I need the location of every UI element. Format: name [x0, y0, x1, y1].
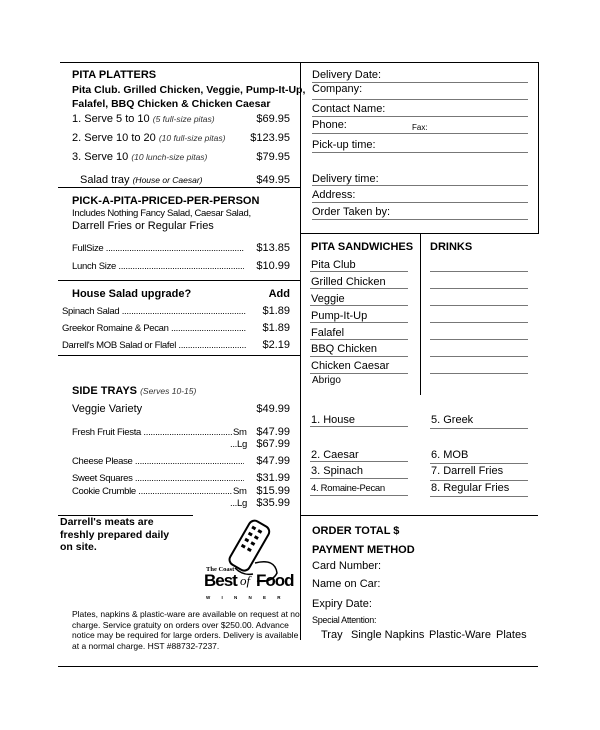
description: Includes Nothing Fancy Salad, Caesar Salad,	[72, 208, 251, 219]
logo-text: of	[240, 573, 251, 588]
drink-field[interactable]	[430, 322, 528, 323]
price: $69.95	[256, 113, 290, 125]
drinks-title: DRINKS	[430, 241, 473, 253]
fax-label: Fax:	[412, 123, 428, 132]
menu-item	[72, 151, 207, 164]
card-number-label: Card Number:	[312, 560, 382, 572]
option-plastic-ware[interactable]: Plastic-Ware	[429, 629, 491, 641]
contact-field[interactable]	[312, 116, 528, 117]
salad-option: 7. Darrell Fries	[431, 465, 504, 477]
price: $2.19	[262, 339, 290, 351]
menu-item: Veggie Variety	[72, 403, 143, 415]
title-text: SIDE TRAYS	[72, 385, 138, 397]
title-note: (Serves 10-15)	[140, 386, 197, 396]
salad-field[interactable]	[430, 496, 528, 497]
best-of-food-logo	[200, 518, 300, 603]
size: ...Lg	[230, 498, 247, 509]
item-note: (5 full-size pitas)	[152, 114, 215, 124]
sandwich-qty-field[interactable]	[310, 373, 408, 374]
item-note: (House or Caesar)	[132, 175, 203, 185]
logo-text: Best	[204, 571, 237, 590]
size: Sm	[233, 486, 247, 497]
divider	[58, 187, 300, 188]
sandwich-item: Chicken Caesar	[311, 360, 390, 372]
salad-field[interactable]	[310, 495, 408, 496]
price: $13.85	[256, 242, 290, 254]
sandwich-qty-field[interactable]	[310, 356, 408, 357]
center-divider	[300, 62, 301, 640]
item-note: (10 lunch-size pitas)	[131, 152, 208, 162]
section-title: House Salad upgrade?	[72, 288, 192, 300]
drink-field[interactable]	[430, 339, 528, 340]
subtitle: Pita Club. Grilled Chicken, Veggie, Pump-It-Up,	[72, 84, 306, 96]
sandwich-qty-field[interactable]	[310, 288, 408, 289]
option-tray[interactable]: Tray	[321, 629, 343, 641]
item-label: 3. Serve 10	[72, 151, 129, 163]
payment-method-title: PAYMENT METHOD	[312, 544, 415, 556]
price: $31.99	[256, 472, 290, 484]
sandwich-item: Veggie	[311, 293, 345, 305]
salad-option: 8. Regular Fries	[431, 482, 510, 494]
contact-label: Contact Name:	[312, 103, 386, 115]
item-label: Salad tray	[80, 174, 130, 186]
option-plates[interactable]: Plates	[496, 629, 527, 641]
sandwiches-title: PITA SANDWICHES	[311, 241, 414, 253]
drink-field[interactable]	[430, 373, 528, 374]
salad-option: 3. Spinach	[311, 465, 363, 477]
pickup-field[interactable]	[312, 152, 528, 153]
section-title: PICK-A-PITA-PRICED-PER-PERSON	[72, 195, 260, 207]
company-label: Company:	[312, 83, 363, 95]
salad-option: 2. Caesar	[311, 449, 359, 461]
divider	[300, 515, 538, 516]
salad-option: 5. Greek	[431, 414, 474, 426]
company-field[interactable]	[312, 99, 528, 100]
menu-item	[80, 174, 203, 187]
drink-field[interactable]	[430, 271, 528, 272]
sandwich-item: Pita Club	[311, 259, 356, 271]
salad-field[interactable]	[430, 428, 528, 429]
sandwich-qty-field[interactable]	[310, 305, 408, 306]
salad-option: 4. Romaine-Pecan	[311, 483, 385, 494]
salad-field[interactable]	[430, 463, 528, 464]
divider	[300, 233, 538, 234]
salad-option: 1. House	[311, 414, 356, 426]
pickup-label: Pick-up time:	[312, 139, 376, 151]
menu-item: Cheese Please .....	[72, 455, 244, 468]
salad-field[interactable]	[430, 480, 528, 481]
price: $123.95	[250, 132, 290, 144]
divider	[420, 233, 421, 395]
size: Sm	[233, 427, 247, 438]
price: $47.99	[256, 426, 290, 438]
drink-field[interactable]	[430, 356, 528, 357]
sandwich-item: Pump-It-Up	[311, 310, 368, 322]
menu-item: Darrell's MOB Salad or Flafel .....	[62, 339, 246, 352]
menu-item: FullSize .....	[72, 242, 244, 255]
price: $79.95	[256, 151, 290, 163]
sandwich-qty-field[interactable]	[310, 322, 408, 323]
option-single-napkins[interactable]: Single Napkins	[351, 629, 425, 641]
sandwich-item: Falafel	[311, 327, 345, 339]
menu-item: Cookie Crumble .....	[72, 485, 232, 498]
salad-field[interactable]	[310, 461, 408, 462]
sandwich-qty-field[interactable]	[310, 339, 408, 340]
delivery-time-label: Delivery time:	[312, 173, 379, 185]
expiry-date-label: Expiry Date:	[312, 598, 372, 610]
logo-text: Food	[256, 571, 294, 590]
price: $49.99	[256, 403, 290, 415]
section-title	[72, 385, 196, 398]
price: $47.99	[256, 455, 290, 467]
salad-field[interactable]	[310, 426, 408, 427]
subtitle: Falafel, BBQ Chicken & Chicken Caesar	[72, 98, 271, 110]
sandwich-qty-field[interactable]	[310, 271, 408, 272]
menu-item: Sweet Squares .....	[72, 472, 244, 485]
logo-text: W I N N E R	[206, 595, 286, 600]
sandwich-item: Grilled Chicken	[311, 276, 386, 288]
special-attention-label: Special Attention:	[312, 615, 377, 625]
add-label: Add	[268, 288, 290, 300]
taken-by-label: Order Taken by:	[312, 206, 391, 218]
name-on-card-label: Name on Car:	[312, 578, 381, 590]
logo-text: The Coast	[206, 566, 235, 573]
price: $1.89	[262, 322, 290, 334]
order-total-label: ORDER TOTAL $	[312, 525, 400, 537]
top-border	[60, 62, 538, 63]
divider	[58, 280, 300, 281]
menu-item: Lunch Size .....	[72, 260, 244, 273]
menu-item	[72, 113, 215, 126]
price: $67.99	[256, 438, 290, 450]
price: $49.95	[256, 174, 290, 186]
price: $1.89	[262, 305, 290, 317]
bottom-border	[58, 666, 538, 667]
delivery-time-field[interactable]	[312, 185, 528, 186]
menu-item: Spinach Salad .....	[62, 305, 246, 318]
item-note: (10 full-size pitas)	[158, 133, 226, 143]
sandwich-item: BBQ Chicken	[311, 343, 378, 355]
price: $15.99	[256, 485, 290, 497]
taken-by-field[interactable]	[312, 219, 528, 220]
item-label: 2. Serve 10 to 20	[72, 132, 156, 144]
footnote: Plates, napkins & plastic-ware are available on request at no charge. Service gratuity on orders over $250.00. Advance notice may be required for large orders. Delivery is available at a normal charge. HST #88732-7237.	[72, 609, 300, 651]
meats-note: freshly prepared daily	[60, 529, 170, 541]
drink-field[interactable]	[430, 288, 528, 289]
menu-item	[72, 132, 225, 145]
size: ...Lg	[230, 439, 247, 450]
salad-field[interactable]	[310, 478, 408, 479]
price: $35.99	[256, 497, 290, 509]
meats-note: on site.	[60, 541, 97, 553]
description: Darrell Fries or Regular Fries	[72, 220, 214, 232]
drink-field[interactable]	[430, 305, 528, 306]
right-border	[538, 62, 539, 234]
section-title: PITA PLATTERS	[72, 69, 157, 81]
delivery-date-label: Delivery Date:	[312, 69, 382, 81]
menu-item: Greekor Romaine & Pecan .....	[62, 322, 246, 335]
phone-label: Phone:	[312, 119, 347, 131]
divider	[58, 355, 300, 356]
menu-item: Fresh Fruit Fiesta .....	[72, 426, 232, 439]
phone-field[interactable]	[312, 133, 528, 134]
address-field[interactable]	[312, 202, 528, 203]
sandwich-item: Abrigo	[312, 375, 341, 386]
meats-note: Darrell's meats are	[60, 516, 154, 528]
item-label: 1. Serve 5 to 10	[72, 113, 150, 125]
price: $10.99	[256, 260, 290, 272]
salad-option: 6. MOB	[431, 449, 469, 461]
address-label: Address:	[312, 189, 356, 201]
